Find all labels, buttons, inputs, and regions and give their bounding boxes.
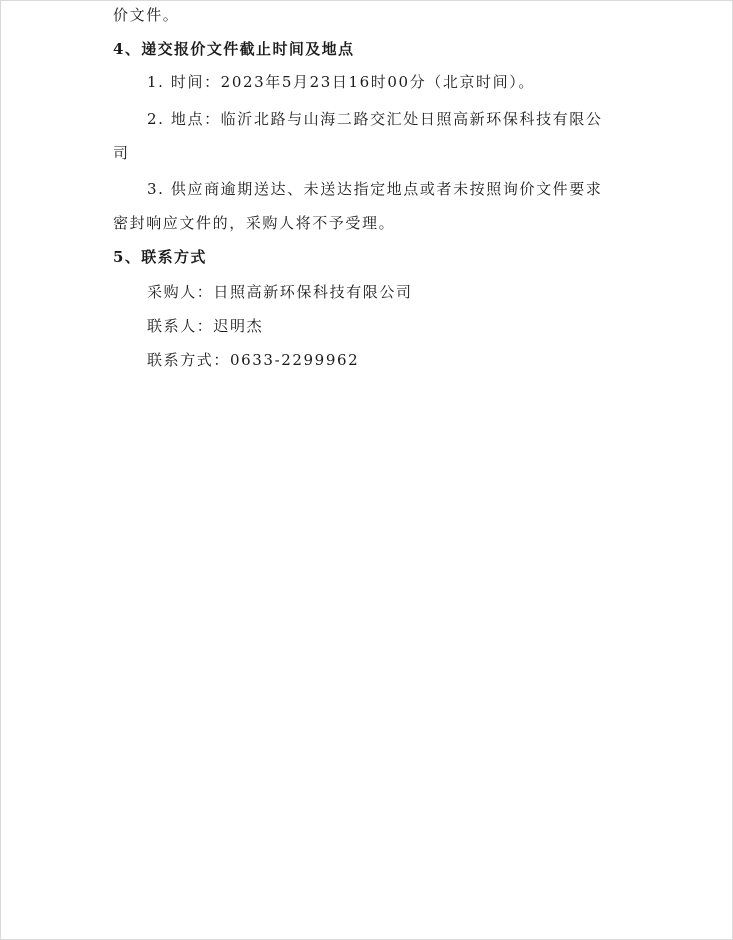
section-4-item-3-line-2: 密封响应文件的，采购人将不予受理。 (113, 214, 396, 232)
section-4-item-1: 1. 时间：2023年5月23日16时00分（北京时间）。 (147, 73, 535, 91)
contact-method-line: 联系方式：0633-2299962 (147, 351, 360, 369)
section-5-heading: 5、联系方式 (113, 248, 207, 266)
purchaser-line: 采购人：日照高新环保科技有限公司 (147, 283, 413, 301)
section-4-item-3-line-1: 3. 供应商逾期送达、未送达指定地点或者未按照询价文件要求 (147, 180, 603, 198)
contact-person-line: 联系人：迟明杰 (147, 317, 264, 335)
section-4-item-2-line-2: 司 (113, 144, 130, 162)
section-4-item-2-line-1: 2. 地点：临沂北路与山海二路交汇处日照高新环保科技有限公 (147, 110, 603, 128)
section-4-heading: 4、递交报价文件截止时间及地点 (113, 40, 355, 58)
carryover-text: 价文件。 (113, 6, 180, 24)
